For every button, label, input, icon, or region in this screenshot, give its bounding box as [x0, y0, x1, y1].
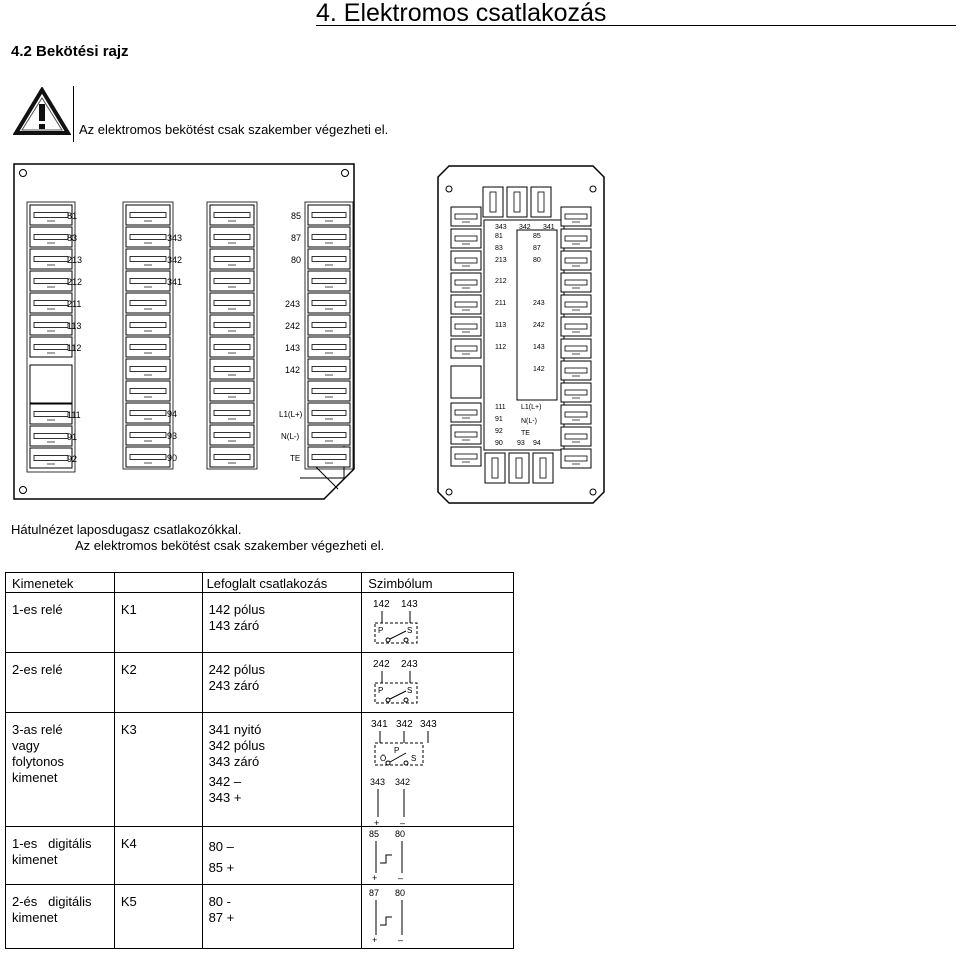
- symbol-label: 143: [401, 599, 418, 610]
- row-line: 85 +: [208, 860, 235, 875]
- terminal-slot: [30, 271, 72, 291]
- terminal-slot: [30, 448, 72, 468]
- terminal-label: 112: [67, 343, 82, 353]
- row-line: 142 pólus: [208, 602, 265, 617]
- terminal-slot: [561, 427, 591, 446]
- symbol-label: –: [398, 873, 404, 882]
- terminal-label: 142: [533, 366, 545, 373]
- symbol-label: S: [407, 686, 413, 695]
- terminal-slot: [210, 271, 254, 291]
- terminal-label: 342: [167, 255, 183, 265]
- terminal-slot: [561, 449, 591, 468]
- terminal-slot: [30, 337, 72, 357]
- terminal-slot: [126, 447, 170, 467]
- table-row: [6, 827, 514, 885]
- terminal-slot: [210, 315, 254, 335]
- table-row: [6, 885, 514, 949]
- terminal-label: 243: [533, 300, 545, 307]
- terminal-slot: [126, 227, 170, 247]
- relay-symbol-k1: [362, 593, 502, 648]
- terminal-slot: [308, 249, 350, 269]
- symbol-label: +: [372, 873, 378, 882]
- terminal-label: 212: [495, 278, 507, 285]
- row-name-line: kimenet: [12, 910, 58, 925]
- terminal-slot: [308, 403, 350, 423]
- terminal-label: 111: [495, 404, 506, 411]
- warning-triangle-icon: [13, 87, 71, 137]
- table-row: [6, 713, 514, 827]
- terminal-label: 211: [495, 300, 507, 307]
- terminal-label: 112: [495, 344, 507, 351]
- caption-warning: Az elektromos bekötést csak szakember végezheti el.: [75, 538, 385, 553]
- terminal-slot: [561, 229, 591, 248]
- row-line: 343 záró: [208, 754, 260, 769]
- terminal-label: 83: [495, 245, 503, 252]
- terminal-panel-left: [13, 163, 358, 501]
- terminal-label: 92: [495, 428, 503, 435]
- terminal-label: 142: [285, 365, 301, 375]
- terminal-label: N(L-): [281, 432, 300, 441]
- terminal-slot: [308, 227, 350, 247]
- symbol-label: +: [374, 818, 380, 825]
- section-title: 4.2 Bekötési rajz: [11, 43, 129, 60]
- terminal-label: 341: [543, 224, 555, 231]
- terminal-label: 85: [291, 211, 302, 221]
- terminal-slot: [308, 315, 350, 335]
- symbol-label: S: [407, 626, 413, 635]
- terminal-slot: [126, 249, 170, 269]
- terminal-label: 87: [533, 245, 541, 252]
- terminal-slot: [451, 339, 481, 358]
- terminal-slot: [126, 315, 170, 335]
- row-code: K2: [120, 662, 137, 677]
- row-name-line: 2-és digitális: [12, 894, 92, 909]
- terminal-slot: [210, 425, 254, 445]
- terminal-label: 213: [67, 255, 83, 265]
- terminal-slot: [210, 337, 254, 357]
- symbol-label: –: [400, 818, 406, 825]
- terminal-slot: [30, 249, 72, 269]
- terminal-slot: [308, 205, 350, 225]
- row-name-line: folytonos: [12, 754, 65, 769]
- terminal-label: 90: [167, 453, 178, 463]
- terminal-label: 213: [495, 257, 507, 264]
- terminal-label: TE: [521, 430, 530, 437]
- terminal-label: 113: [67, 321, 82, 331]
- symbol-label: 343: [370, 777, 386, 787]
- row-code: K3: [120, 722, 137, 737]
- terminal-label: 93: [517, 440, 525, 447]
- symbol-label: 85: [369, 829, 380, 839]
- terminal-slot: [561, 251, 591, 270]
- terminal-slot: [210, 227, 254, 247]
- terminal-slot: [308, 271, 350, 291]
- terminal-slot: [210, 381, 254, 401]
- row-code: K4: [120, 836, 137, 851]
- relay-symbol-k2: [362, 653, 502, 708]
- terminal-label: 85: [533, 233, 541, 240]
- row-name-line: kimenet: [12, 770, 58, 785]
- symbol-label: 342: [395, 777, 411, 787]
- terminal-label: 87: [291, 233, 302, 243]
- header-outputs: Kimenetek: [6, 573, 115, 593]
- terminal-label: 91: [67, 432, 78, 442]
- terminal-slot: [126, 359, 170, 379]
- terminal-slot: [126, 205, 170, 225]
- header-symbol: Szimbólum: [362, 573, 514, 593]
- terminal-slot: [451, 207, 481, 226]
- terminal-label: 342: [519, 224, 531, 231]
- row-line: 143 záró: [208, 618, 260, 633]
- terminal-slot: [30, 404, 72, 424]
- symbol-label: P: [394, 746, 400, 755]
- outputs-table: [5, 572, 514, 949]
- digital-output-symbol-k4: [362, 827, 502, 882]
- terminal-slot: [561, 295, 591, 314]
- terminal-slot: [126, 425, 170, 445]
- symbol-label: 87: [369, 888, 380, 898]
- terminal-slot: [210, 205, 254, 225]
- warning-divider: [73, 86, 74, 142]
- symbol-label: 243: [401, 659, 418, 670]
- terminal-slot: [30, 205, 72, 225]
- terminal-slot: [451, 447, 481, 466]
- table-header-row: [6, 573, 514, 593]
- terminal-label: L1(L+): [521, 404, 542, 411]
- terminal-slot: [30, 293, 72, 313]
- row-line: 80 -: [208, 894, 231, 909]
- row-name-line: 1-es digitális: [12, 836, 92, 851]
- terminal-label: 90: [495, 440, 503, 447]
- symbol-label: 80: [395, 829, 406, 839]
- terminal-label: 81: [495, 233, 503, 240]
- row-line: 343 +: [208, 790, 242, 805]
- terminal-label: 94: [167, 409, 178, 419]
- terminal-slot: [308, 381, 350, 401]
- terminal-slot: [561, 317, 591, 336]
- symbol-label: 341: [371, 719, 388, 730]
- warning-text: Az elektromos bekötést csak szakember végezheti el.: [79, 122, 389, 137]
- terminal-label: 242: [533, 322, 545, 329]
- terminal-slot: [561, 405, 591, 424]
- row-name-line: kimenet: [12, 852, 58, 867]
- terminal-slot: [210, 403, 254, 423]
- terminal-slot: [210, 249, 254, 269]
- terminal-panel-right: [437, 165, 605, 505]
- caption-rear-view: Hátulnézet laposdugasz csatlakozókkal.: [11, 522, 242, 537]
- terminal-slot: [210, 359, 254, 379]
- digital-output-symbol-k5: [362, 885, 502, 945]
- terminal-label: 83: [67, 233, 78, 243]
- symbol-label: Ö: [380, 754, 387, 763]
- terminal-slot: [210, 293, 254, 313]
- symbol-label: 80: [395, 888, 406, 898]
- terminal-label: 94: [533, 440, 541, 447]
- terminal-slot: [126, 403, 170, 423]
- relay-symbol-k3: [362, 713, 502, 825]
- row-name-line: 3-as relé: [12, 722, 63, 737]
- terminal-label: 113: [495, 322, 507, 329]
- row-line: 80 –: [208, 839, 234, 854]
- terminal-label: 343: [167, 233, 183, 243]
- row-name: 1-es relé: [12, 602, 63, 617]
- terminal-slot: [451, 425, 481, 444]
- terminal-slot: [30, 227, 72, 247]
- terminal-slot: [451, 229, 481, 248]
- terminal-slot: [561, 361, 591, 380]
- terminal-label: 111: [67, 410, 81, 420]
- terminal-slot: [210, 447, 254, 467]
- symbol-label: 242: [373, 659, 390, 670]
- terminal-slot: [30, 426, 72, 446]
- terminal-slot: [561, 383, 591, 402]
- terminal-label: 343: [495, 224, 507, 231]
- header-occupied: Lefoglalt csatlakozás: [202, 573, 362, 593]
- row-code: K5: [120, 894, 137, 909]
- row-line: 341 nyitó: [208, 722, 262, 737]
- symbol-label: 342: [396, 719, 413, 730]
- terminal-label: 143: [533, 344, 545, 351]
- table-row: [6, 593, 514, 653]
- terminal-slot: [126, 271, 170, 291]
- chapter-rule: [316, 25, 956, 26]
- terminal-slot: [561, 339, 591, 358]
- row-name: 2-es relé: [12, 662, 63, 677]
- terminal-label: 211: [67, 299, 82, 309]
- symbol-label: P: [378, 686, 384, 695]
- terminal-slot: [308, 359, 350, 379]
- terminal-label: 143: [285, 343, 301, 353]
- terminal-label: 242: [285, 321, 301, 331]
- chapter-title: 4. Elektromos csatlakozás: [316, 0, 607, 27]
- terminal-slot: [561, 207, 591, 226]
- row-line: 242 pólus: [208, 662, 265, 677]
- terminal-label: 93: [167, 431, 178, 441]
- symbol-label: 343: [420, 719, 437, 730]
- terminal-slot: [451, 251, 481, 270]
- terminal-slot: [451, 403, 481, 422]
- terminal-slot: [308, 447, 350, 467]
- terminal-slot: [308, 293, 350, 313]
- row-line: 342 –: [208, 774, 242, 789]
- terminal-slot: [451, 295, 481, 314]
- terminal-slot: [451, 317, 481, 336]
- row-name-line: vagy: [12, 738, 40, 753]
- terminal-slot: [126, 337, 170, 357]
- terminal-slot: [126, 293, 170, 313]
- terminal-slot: [308, 425, 350, 445]
- row-line: 243 záró: [208, 678, 260, 693]
- table-row: [6, 653, 514, 713]
- symbol-label: –: [398, 935, 404, 945]
- terminal-label: 212: [67, 277, 83, 287]
- terminal-label: 81: [67, 211, 78, 221]
- terminal-label: L1(L+): [279, 410, 303, 419]
- terminal-label: 92: [67, 454, 78, 464]
- header-blank: [114, 573, 202, 593]
- terminal-label: N(L-): [521, 418, 537, 425]
- terminal-slot: [561, 273, 591, 292]
- terminal-slot: [451, 273, 481, 292]
- terminal-label: TE: [290, 454, 301, 463]
- terminal-slot: [30, 315, 72, 335]
- row-line: 342 pólus: [208, 738, 265, 753]
- terminal-label: 243: [285, 299, 301, 309]
- row-line: 87 +: [208, 910, 235, 925]
- terminal-label: 80: [291, 255, 302, 265]
- symbol-label: P: [378, 626, 384, 635]
- terminal-slot: [126, 381, 170, 401]
- terminal-slot: [308, 337, 350, 357]
- symbol-label: +: [372, 935, 378, 945]
- terminal-label: 91: [495, 416, 503, 423]
- terminal-label: 341: [167, 277, 183, 287]
- row-code: K1: [120, 602, 137, 617]
- terminal-label: 80: [533, 257, 541, 264]
- symbol-label: 142: [373, 599, 390, 610]
- symbol-label: S: [411, 754, 417, 763]
